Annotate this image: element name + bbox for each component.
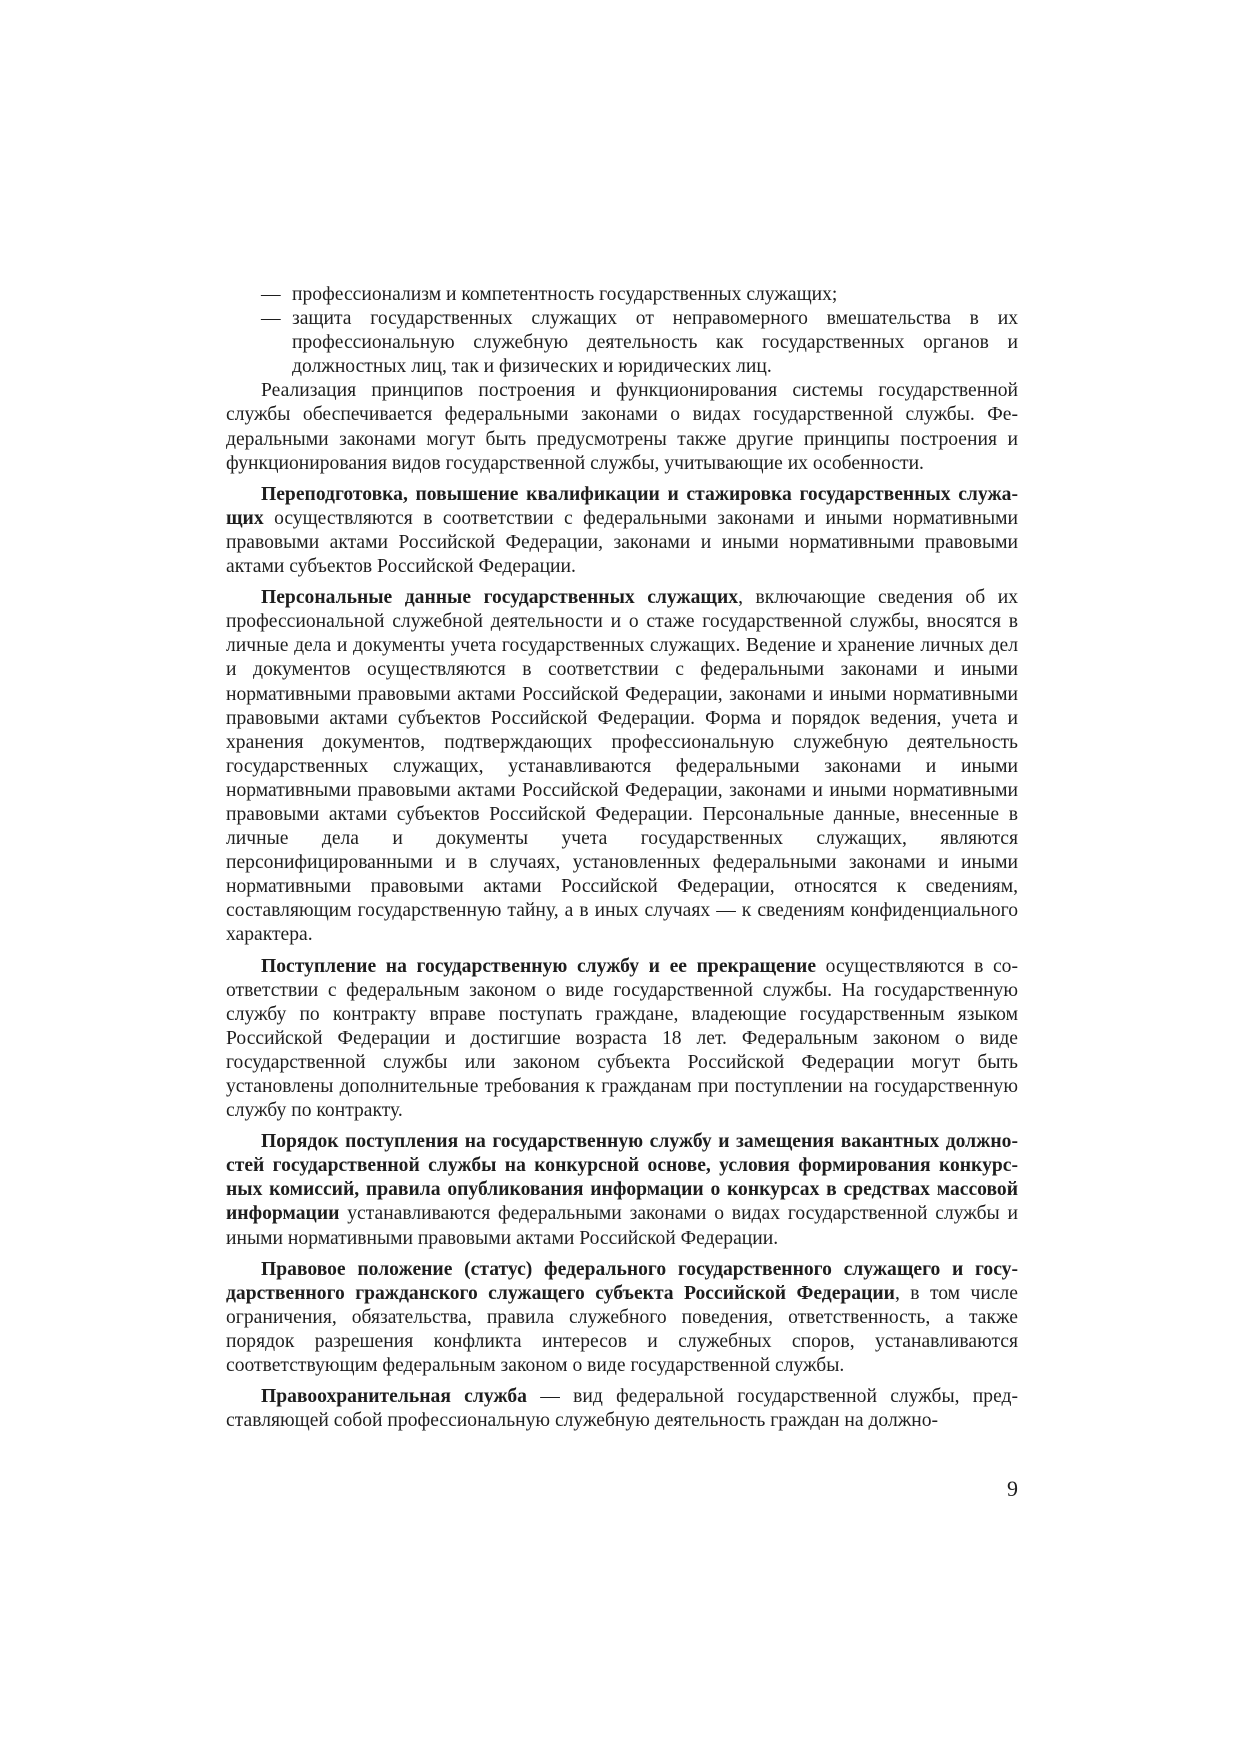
paragraph-retraining — [226, 483, 1018, 579]
paragraph-text: , включающие сведения об их профессиональной служебной деятельности и о стаже государственной службы, вносятся в личные дела и документы учета государственных служащих. Ведение и хранение личных дел и документов осуществляются в соответствии с федеральными законами и иными нормативными правовыми актами Российской Федерации, законами и иными нормативными правовыми актами субъектов Российской Федерации. Форма и порядок ведения, учета и хранения документов, подтверждающих профессиональную служебную деятельность государственных служащих, устанавливаются федеральными законами и иными нормативными правовыми актами Российской Федерации, законами и иными нормативными правовыми актами субъектов Российской Федерации. Персональные данные, внесенные в личные дела и документы учета государственных служащих, являются персонифицированными и в случаях, установленных федеральными законами и иными нормативными правовыми актами Российской Федерации, относятся к сведениям, составляющим государственную тайну, а в иных случаях — к сведениям конфиденциального характера. — [226, 587, 1018, 946]
body-text — [226, 283, 1018, 1433]
paragraph-law-enforcement — [226, 1385, 1018, 1433]
paragraph-implementation — [226, 379, 1018, 475]
paragraph-lead: Персональные данные государственных служащих — [261, 587, 739, 609]
paragraph-lead: Правовое положение (статус) федерального государственного служащего и государственного гражданского служащего субъекта Российской Федерации — [226, 1258, 1018, 1304]
list-item — [226, 283, 1018, 307]
paragraph-text: устанавливаются федеральными законами о видах государственной службы и иными нормативными правовыми актами Российской Федерации. — [226, 1203, 1018, 1249]
paragraph-text: Реализация принципов построения и функционирования системы государственной службы обеспечивается федеральными законами о видах государственной службы. Федеральными законами могут быть предусмотрены также другие принципы построения и функционирования видов государственной службы, учитывающие их особенности. — [226, 380, 1018, 474]
paragraph-text: осуществляются в соответствии с федеральными законами и иными нормативными правовыми актами Российской Федерации, законами и иными нормативными правовыми актами субъектов Российской Федерации. — [226, 507, 1018, 578]
paragraph-admission — [226, 955, 1018, 1124]
dash-marker: — — [261, 284, 281, 305]
paragraph-lead: Порядок поступления на государственную службу и замещения вакантных должностей государственной службы на конкурсной основе, условия формирования конкурсных комиссий, правила опубликования информации о конкурсах в средствах массовой информации — [226, 1131, 1018, 1225]
paragraph-text: осуществляются в соответствии с федеральным законом о виде государственной службы. На государственную службу по контракту вправе поступать граждане, владеющие государственным языком Российской Федерации и достигшие возраста 18 лет. Федеральным законом о виде государственной службы или законом субъекта Российской Федерации могут быть установлены дополнительные требования к гражданам при поступлении на государственную службу по контракту. — [226, 955, 1018, 1122]
paragraph-lead: Переподготовка, повышение квалификации и стажировка государственных служащих — [226, 483, 1018, 529]
paragraph-competition — [226, 1130, 1018, 1250]
paragraph-text: , в том числе ограничения, обязательства, правила служебного поведения, ответственность, а также порядок разрешения конфликта интересов и служебных споров, устанавливаются соответствующим федеральным законом о виде государственной службы. — [226, 1282, 1019, 1377]
list-item — [226, 307, 1018, 379]
paragraph-legal-status — [226, 1258, 1018, 1378]
paragraph-lead: Правоохранительная служба — [261, 1386, 527, 1408]
paragraph-text: — вид федеральной государственной службы, представляющей собой профессиональную служебную деятельность граждан на должно- — [226, 1386, 1019, 1432]
list-item-text: профессионализм и компетентность государственных служащих; — [292, 284, 838, 305]
paragraph-personal-data — [226, 586, 1018, 947]
page-number: 9 — [1007, 1476, 1018, 1501]
dash-marker: — — [261, 308, 281, 330]
list-item-text: защита государственных служащих от неправомерного вмешательства в их профессиональную служебную деятельность как государственных органов и должностных лиц, так и физических и юридических лиц. — [292, 308, 1018, 378]
paragraph-lead: Поступление на государственную службу и ее прекращение — [261, 955, 817, 977]
